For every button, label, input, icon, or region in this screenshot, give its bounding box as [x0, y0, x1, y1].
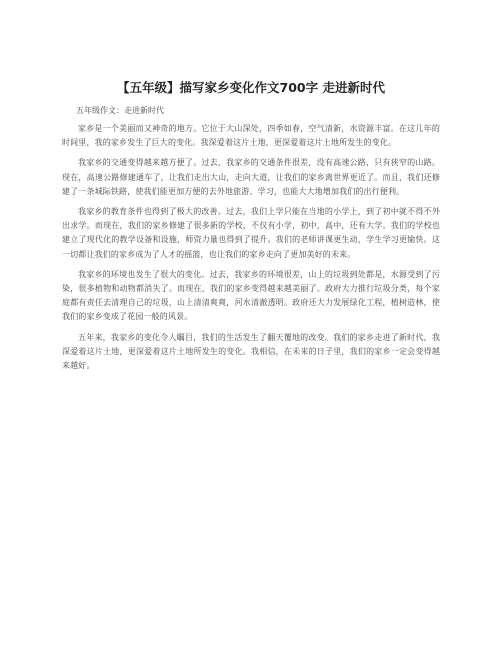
paragraph-transportation: 我家乡的交通变得越来越方便了。过去，我家乡的交通条件很差，没有高速公路，只有狭窄的山路。现在，高速公路修建通车了，让我们走出大山，走向大道，让我们的家乡离世界更近了。而且，我们还修建了一条城际铁路，使我们能更加方便的去外地旅游、学习，也能大大地增加我们的出行便利。	[62, 158, 440, 196]
paragraph-environment: 我家乡的环境也发生了很大的变化。过去，我家乡的环境很差，山上的垃圾到处都是，水源受到了污染，很多植物和动物都消失了。而现在，我们的家乡变得越来越美丽了。政府大力推行垃圾分类，每个家庭都有责任去清理自己的垃圾，山上清清爽爽，河水清澈透明。政府还大力发展绿化工程，植树造林，使我们的家乡变成了花园一般的风景。	[62, 269, 440, 322]
document-body	[62, 104, 440, 379]
paragraph-intro: 家乡是一个美丽而又神奇的地方。它位于大山深处，四季如春，空气清新，水资源丰富。在这几年的时间里，我的家乡发生了巨大的变化。我深爱着这片土地，更深爱着这片土地所发生的变化。	[62, 124, 440, 148]
document-title: 【五年级】描写家乡变化作文700字 走进新时代	[117, 80, 385, 95]
paragraph-education: 我家乡的教育条件也得到了极大的改善。过去，我们上学只能在当地的小学上，到了初中就不得不外出求学。而现在，我们的家乡修建了很多新的学校，不仅有小学，初中，高中，还有大学。我们的学校也建立了现代化的教学设备和设施，师资力量也得到了提升。我们的老师讲课更生动，学生学习更愉快。这一切都让我们的家乡成为了人才的摇篮，也让我们的家乡走向了更加美好的未来。	[62, 207, 440, 259]
paragraph-conclusion: 五年来，我家乡的变化令人瞩目，我们的生活发生了翻天覆地的改变。我们的家乡走进了新时代，我深爱着这片土地，更深爱着这片土地所发生的变化。我相信，在未来的日子里，我们的家乡一定会变得越来越好。	[62, 332, 440, 371]
document-subtitle: 五年级作文：走进新时代	[76, 106, 164, 115]
